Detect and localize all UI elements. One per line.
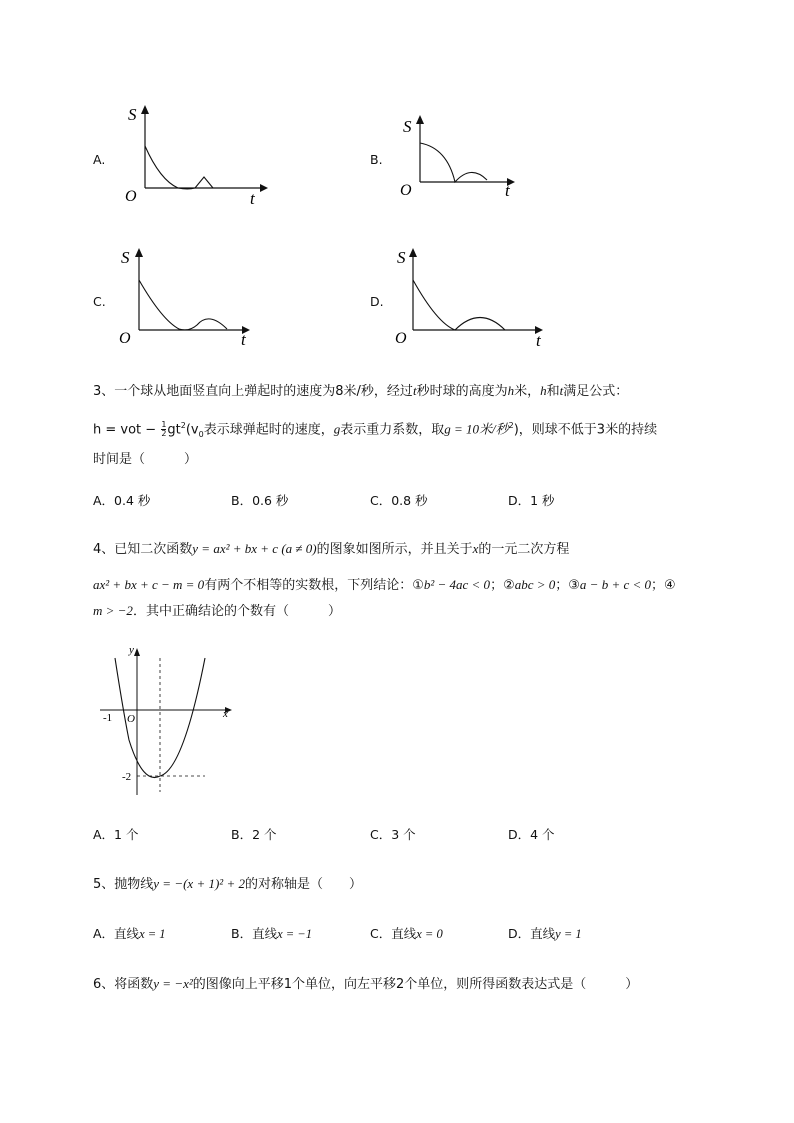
q4-option-c: C．3 个 — [370, 827, 416, 842]
q4-option-a: A．1 个 — [93, 827, 139, 842]
tick-neg1: -1 — [103, 712, 113, 724]
q4-option-d: D．4 个 — [508, 827, 555, 842]
q4-option-b: B．2 个 — [231, 827, 277, 842]
q4-parabola-graph — [95, 640, 240, 805]
axis-s: S — [397, 248, 406, 267]
q4-line1: 4、已知二次函数y = ax² + bx + c (a ≠ 0)的图象如图所示，并且关于x的一元二次方程 — [93, 541, 570, 557]
option-c-graph — [117, 245, 257, 349]
option-c-label: C. — [93, 294, 106, 309]
q4-line3: m > −2．其中正确结论的个数有（ ） — [93, 603, 341, 619]
q3-line2: h = vot − $\frac{1}{2}$ $gt^2(v_0$表示球弹起时的速度，g表示重力系数，取g = 10米/秒$^2$)，则球不低于3米的持续 — [93, 420, 658, 439]
axis-s: S — [403, 117, 412, 136]
origin: O — [395, 330, 407, 347]
q3-option-d: D．1 秒 — [508, 493, 555, 508]
tick-neg2: -2 — [122, 771, 132, 783]
axis-x: x — [223, 708, 228, 720]
option-a-label: A. — [93, 152, 106, 167]
q5-line: 5、抛物线y = −(x + 1)² + 2的对称轴是（ ） — [93, 876, 362, 892]
origin: O — [125, 188, 137, 205]
q5-option-d: D．直线y = 1 — [508, 926, 582, 941]
option-d-label: D. — [370, 294, 384, 309]
q3-option-b: B．0.6 秒 — [231, 493, 289, 508]
axis-t: t — [505, 181, 510, 200]
q4-line2: ax² + bx + c − m = 0有两个不相等的实数根，下列结论：①b² − 4ac < 0；②abc > 0；③a − b + c < 0；④ — [93, 577, 676, 593]
origin: O — [127, 713, 135, 725]
origin: O — [119, 330, 131, 347]
q5-option-a: A．直线x = 1 — [93, 926, 166, 941]
q3-line1: 3、一个球从地面竖直向上弹起时的速度为8米/秒，经过t秒时球的高度为h米，h和t满足公式： — [93, 383, 629, 399]
option-b-label: B. — [370, 152, 383, 167]
q6-line: 6、将函数y = −x²的图像向上平移1个单位，向左平移2个单位，则所得函数表达式是（ ） — [93, 976, 639, 992]
option-b-graph — [395, 110, 525, 205]
q5-option-c: C．直线x = 0 — [370, 926, 443, 941]
origin: O — [400, 182, 412, 199]
option-d-graph — [395, 245, 550, 350]
q3-option-a: A．0.4 秒 — [93, 493, 151, 508]
axis-s: S — [121, 248, 130, 267]
axis-y: y — [129, 644, 134, 656]
axis-s: S — [128, 105, 137, 124]
q3-option-c: C．0.8 秒 — [370, 493, 428, 508]
axis-t: t — [250, 189, 255, 208]
axis-t: t — [536, 331, 541, 350]
axis-t: t — [241, 330, 246, 349]
option-a-graph — [120, 100, 270, 210]
q5-option-b: B．直线x = −1 — [231, 926, 312, 941]
q3-line3: 时间是（ ） — [93, 452, 198, 467]
